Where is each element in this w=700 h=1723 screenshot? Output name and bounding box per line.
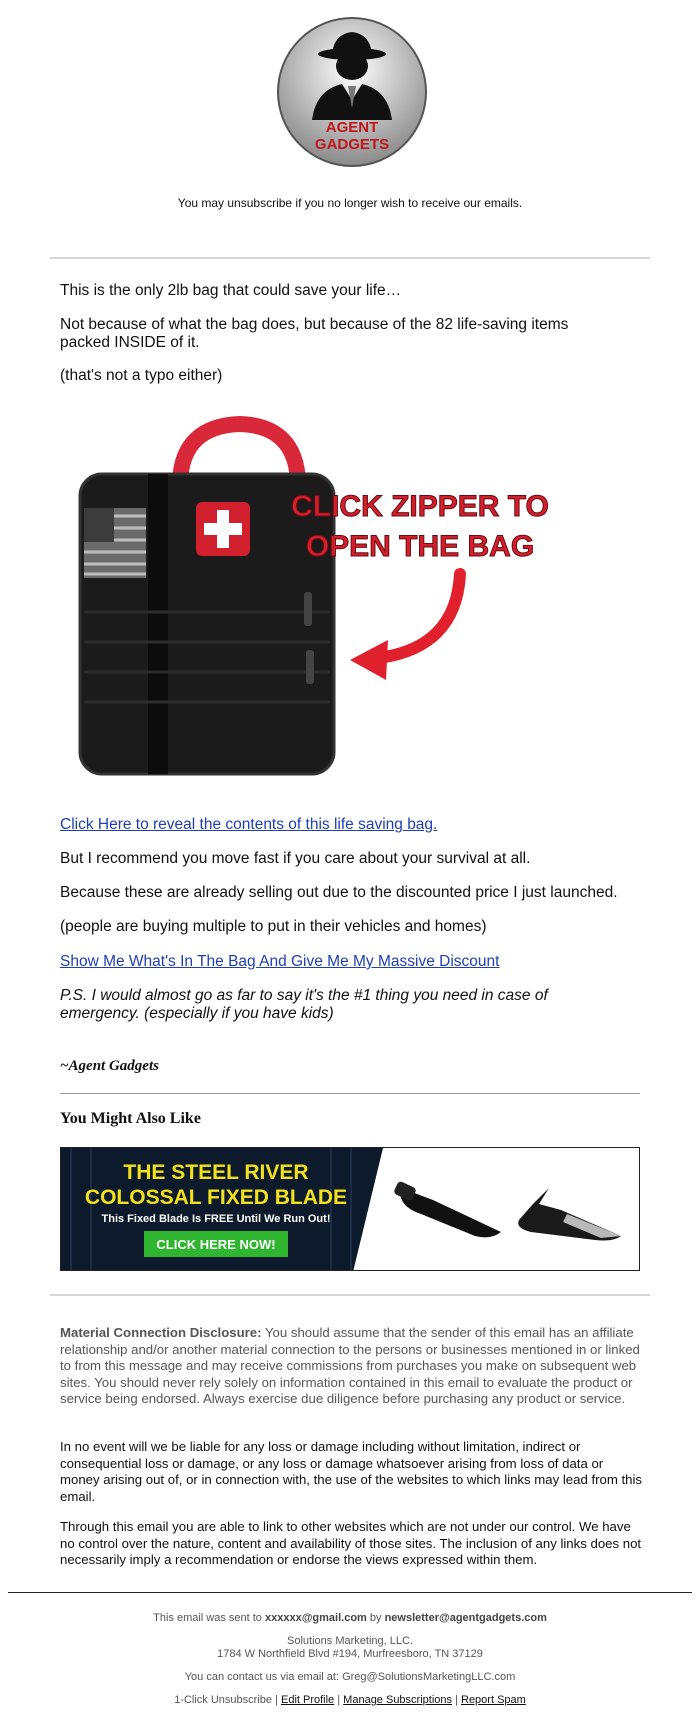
disclosure-title: Material Connection Disclosure: [60,1325,262,1340]
company-address: 1784 W Northfield Blvd #194, Murfreesboro, TN 37129 [217,1648,483,1660]
ps-note: P.S. I would almost go as far to say it's the #1 thing you need in case of emergency. (especially if you have kids) [60,987,548,1022]
buying-multiple-line: (people are buying multiple to put in their vehicles and homes) [60,918,487,935]
material-disclosure [60,1325,645,1408]
svg-text:THE STEEL RIVER: THE STEEL RIVER [123,1161,309,1184]
recipient-email: xxxxxx@gmail.com [264,1612,367,1624]
sender-email: newsletter@agentgadgets.com [384,1612,547,1624]
svg-text:CLICK HERE NOW!: CLICK HERE NOW! [156,1237,276,1252]
svg-text:AGENT: AGENT [325,119,379,136]
company-name: Solutions Marketing, LLC. [287,1635,413,1647]
product-banner[interactable] [60,1147,640,1271]
liability-disclaimer: In no event will we be liable for any loss or damage including without limitation, indirect or consequential loss or damage, or any loss or damage whatsoever arising from loss of data or money arising out of, or in connection with, the use of the websites to which links may lead from this email. [60,1439,643,1504]
selling-out-line: Because these are already selling out due to the discounted price I just launched. [60,884,618,901]
report-spam-link[interactable]: Report Spam [461,1694,526,1706]
disclosure-text: You should assume that the sender of this email has an affiliate relationship and/or another material connection to the persons or businesses mentioned in or linked to from this message and may receive commissions from purchases you make on subsequent web sites. You should never rely solely on information contained in this email to evaluate the product or service being endorsed. Always exercise due diligence before purchasing any product or service. [60,1325,640,1406]
footer-divider [8,1592,692,1593]
top-divider [50,257,650,259]
svg-text:GADGETS: GADGETS [314,136,390,153]
signature-divider [60,1093,640,1094]
edit-profile-link[interactable]: Edit Profile [280,1694,335,1706]
intro-line: This is the only 2lb bag that could save your life… [60,282,402,299]
disclosure-divider [50,1294,650,1296]
svg-text:This Fixed Blade Is FREE Until: This Fixed Blade Is FREE Until We Run Out! [101,1213,331,1225]
reveal-contents-link[interactable]: Click Here to reveal the contents of this life saving bag. [60,816,438,833]
svg-text:OPEN THE BAG: OPEN THE BAG [305,530,535,563]
recommend-heading: You Might Also Like [60,1110,201,1127]
hero-bag-image[interactable] [60,412,580,792]
agent-gadgets-logo [276,16,428,168]
discount-link[interactable]: Show Me What's In The Bag And Give Me My Massive Discount [60,953,500,970]
manage-subscriptions-link[interactable]: Manage Subscriptions [343,1694,453,1706]
svg-text:COLOSSAL FIXED BLADE: COLOSSAL FIXED BLADE [84,1186,348,1209]
move-fast-line: But I recommend you move fast if you care about your survival at all. [60,850,531,867]
banner-graphic [61,1148,640,1271]
typo-note: (that's not a typo either) [60,367,223,384]
contact-line: You can contact us via email at: Greg@SolutionsMarketingLLC.com [184,1671,516,1683]
external-links-disclaimer: Through this email you are able to link to other websites which are not under our control. We have no control over the nature, content and availability of those sites. The inclusion of any links does not necessarily imply a recommendation or endorse the views expressed within them. [60,1519,642,1567]
intro-paragraph: Not because of what the bag does, but because of the 82 life-saving items packed INSIDE of it. [60,316,569,351]
svg-text:CLICK ZIPPER TO: CLICK ZIPPER TO [291,490,549,523]
unsubscribe-notice: You may unsubscribe if you no longer wish to receive our emails. [177,196,523,210]
sent-to-line: This email was sent to xxxxxx@gmail.com by newsletter@agentgadgets.com [153,1612,547,1624]
footer-links: 1-Click Unsubscribe | Edit Profile | Manage Subscriptions | Report Spam [174,1694,526,1706]
one-click-unsubscribe[interactable]: 1-Click Unsubscribe [174,1694,272,1706]
signature: ~Agent Gadgets [60,1058,159,1074]
